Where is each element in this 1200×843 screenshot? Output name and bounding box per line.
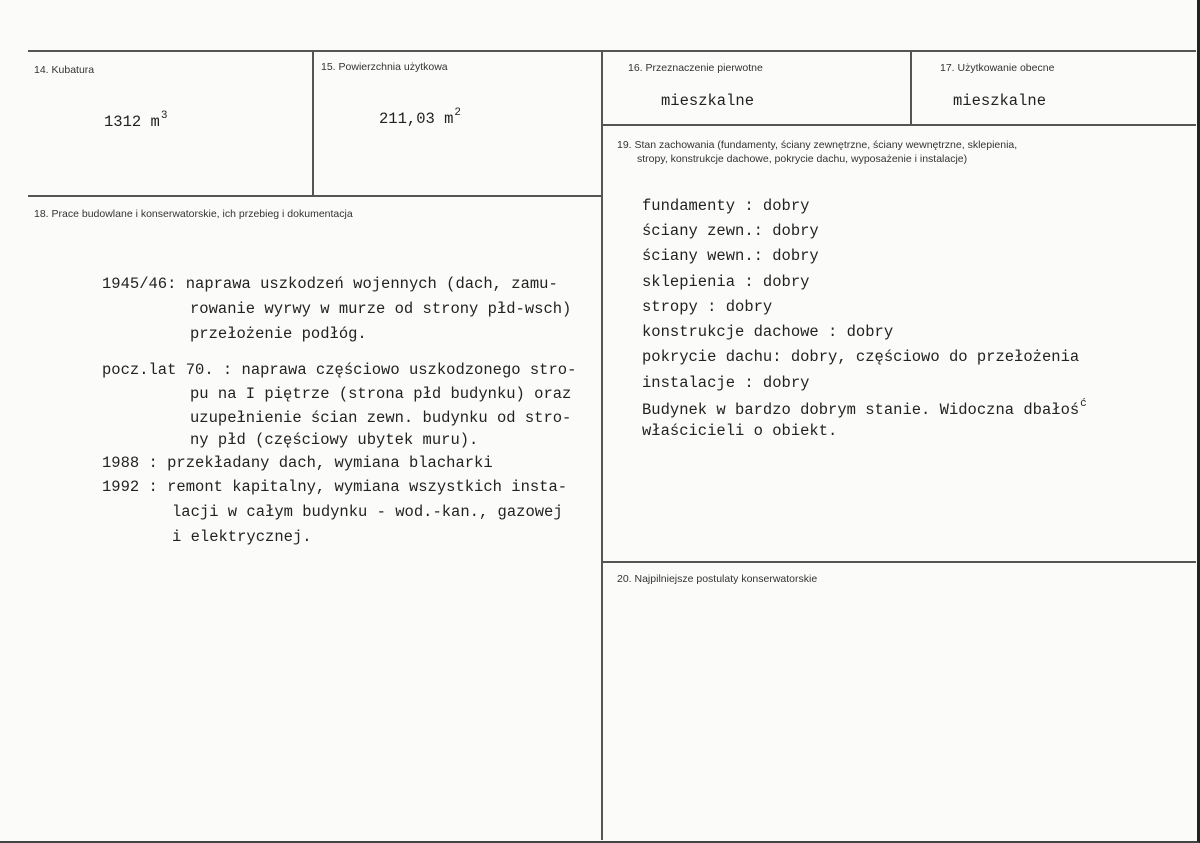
prace-line: 1992 : remont kapitalny, wymiana wszystkich insta- (102, 478, 568, 496)
powierzchnia-number: 211,03 m (379, 110, 454, 128)
przeznaczenie-label: 16. Przeznaczenie pierwotne (628, 62, 763, 74)
stan-label-line1: 19. Stan zachowania (fundamenty, ściany zewnętrzne, ściany wewnętrzne, sklepienia, (617, 139, 1018, 151)
prace-line: 1988 : przekładany dach, wymiana blacharki (102, 454, 493, 472)
kubatura-number: 1312 m (104, 113, 160, 131)
stan-line: ściany wewn.: dobry (642, 247, 819, 265)
uzytkowanie-label: 17. Użytkowanie obecne (940, 62, 1055, 74)
stan-line-summary (642, 398, 1087, 419)
center-divider (601, 50, 603, 840)
prace-line: ny płd (częściowy ubytek muru). (190, 431, 479, 449)
prace-line: i elektrycznej. (172, 528, 312, 546)
prace-line: uzupełnienie ścian zewn. budynku od stro- (190, 409, 572, 427)
prace-line: pu na I piętrze (strona płd budynku) oraz (190, 385, 572, 403)
prace-line: lacji w całym budynku - wod.-kan., gazowej (172, 503, 563, 521)
prace-line: 1945/46: naprawa uszkodzeń wojennych (dach, zamu- (102, 275, 558, 293)
stan-label-line2: stropy, konstrukcje dachowe, pokrycie dachu, wyposażenie i instalacje) (637, 153, 968, 165)
divider-16-17 (910, 50, 912, 125)
prace-label: 18. Prace budowlane i konserwatorskie, ich przebieg i dokumentacja (34, 208, 353, 220)
stan-line: ściany zewn.: dobry (642, 222, 819, 240)
stan-line: konstrukcje dachowe : dobry (642, 323, 894, 341)
uzytkowanie-value: mieszkalne (953, 92, 1047, 110)
prace-line: rowanie wyrwy w murze od strony płd-wsch) (190, 300, 572, 318)
rule-under-14-15 (28, 195, 602, 197)
kubatura-label: 14. Kubatura (34, 64, 95, 76)
postulaty-label: 20. Najpilniejsze postulaty konserwatorskie (617, 573, 818, 585)
stan-line: stropy : dobry (642, 298, 773, 316)
kubatura-value (104, 110, 167, 131)
stan-line: instalacje : dobry (642, 374, 810, 392)
powierzchnia-label: 15. Powierzchnia użytkowa (321, 61, 448, 73)
stan-line: pokrycie dachu: dobry, częściowo do przełożenia (642, 348, 1080, 366)
prace-line: przełożenie podłóg. (190, 325, 367, 343)
stan-line: fundamenty : dobry (642, 197, 810, 215)
stan-line: właścicieli o obiekt. (642, 422, 838, 440)
przeznaczenie-value: mieszkalne (661, 92, 755, 110)
powierzchnia-value (379, 107, 461, 128)
top-rule (28, 50, 1196, 52)
rule-under-16-17 (602, 124, 1196, 126)
stan-line: sklepienia : dobry (642, 273, 810, 291)
powierzchnia-exponent: 2 (454, 107, 462, 119)
stan-summary-overstrike: ć (1080, 398, 1087, 410)
rule-under-19 (602, 561, 1196, 563)
kubatura-exponent: 3 (160, 110, 168, 122)
stan-summary-text: Budynek w bardzo dobrym stanie. Widoczna dbałoś (642, 401, 1080, 419)
divider-14-15 (312, 50, 314, 195)
prace-line: pocz.lat 70. : naprawa częściowo uszkodzonego stro- (102, 361, 577, 379)
